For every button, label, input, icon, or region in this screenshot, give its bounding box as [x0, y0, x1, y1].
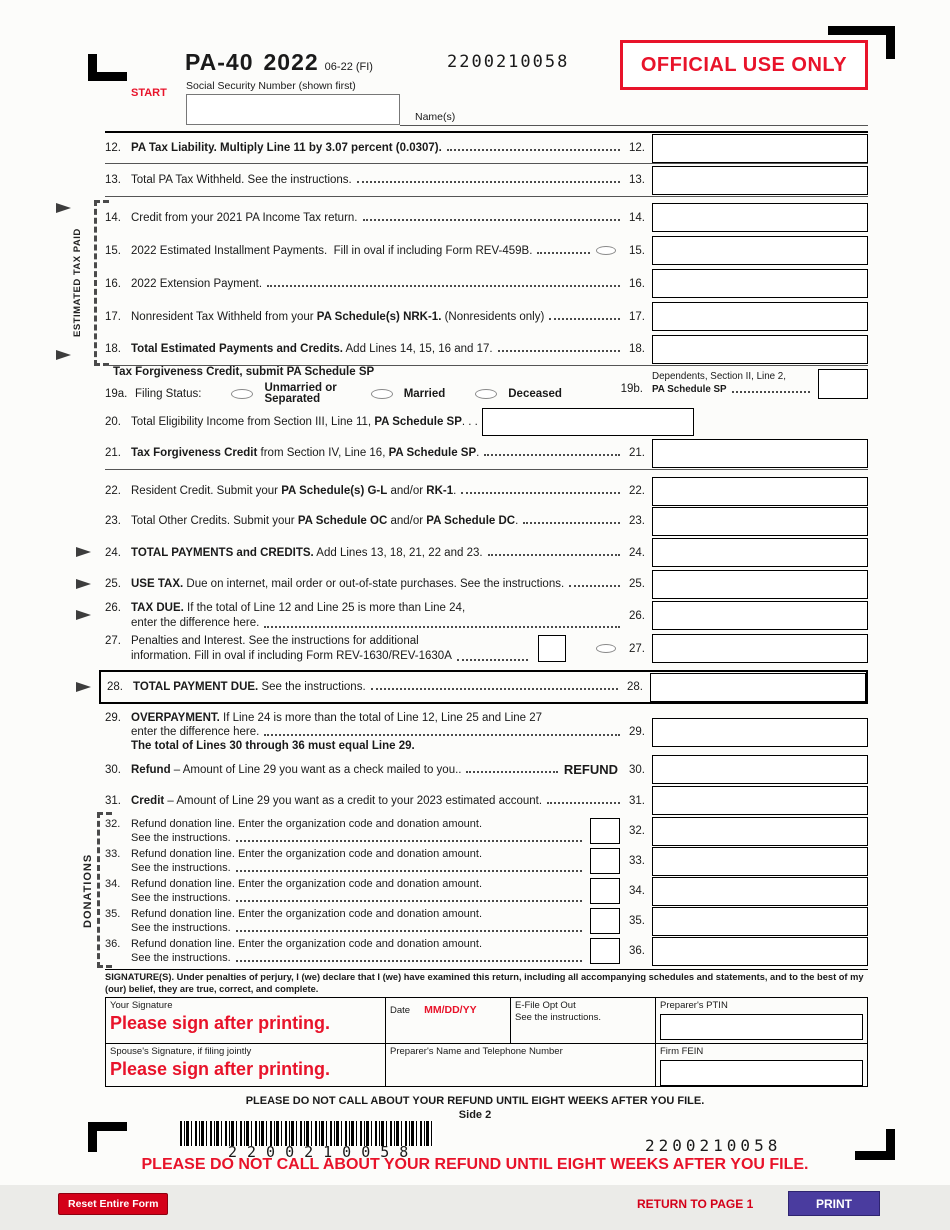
line-22-label-bold-2: RK-1 [426, 485, 454, 497]
side-label: Side 2 [458, 1109, 492, 1121]
line-28-amount-box[interactable] [650, 673, 866, 702]
line-13-amount-box[interactable] [652, 166, 868, 195]
line-33-row [105, 846, 868, 876]
signature-section [105, 969, 868, 1087]
line-17-label-2: (Nonresidents only) [441, 310, 545, 323]
line-15-desc [105, 245, 594, 257]
line-29-label: If Line 24 is more than the total of Line 12, Line 25 and Line 27 [219, 712, 543, 724]
spouse-signature-cell[interactable] [106, 1044, 386, 1086]
line-12-desc [105, 142, 624, 154]
line-30-number: 30. [105, 763, 121, 776]
line-20-dots: . . . [461, 416, 478, 428]
line-16-ref: 16. [629, 277, 645, 290]
line-32-ref: 32. [629, 825, 645, 837]
line-14-ref: 14. [629, 211, 645, 224]
line-22-label-2: and/or [387, 485, 427, 497]
line-21-amount-box[interactable] [652, 439, 868, 468]
dotted-leader [484, 454, 620, 456]
line-21-label-bold: Tax Forgiveness Credit [131, 447, 258, 459]
donations-section-label: DONATIONS [82, 853, 94, 928]
preparer-ptin-cell [656, 998, 867, 1044]
line-24-label: Add Lines 13, 18, 21, 22 and 23. [313, 546, 483, 559]
date-format: MM/DD/YY [424, 1004, 477, 1016]
dependents-text: Dependents, Section II, Line 2, PA Schedule SP [652, 369, 818, 396]
line-16-number: 16. [105, 277, 121, 290]
line-23-row [105, 506, 868, 536]
line-26-desc [105, 601, 624, 631]
form-name: PA-40 [185, 49, 254, 75]
section-arrow-icon [76, 682, 91, 692]
tax-forgiveness-block [105, 366, 868, 437]
return-to-page-1-link[interactable]: RETURN TO PAGE 1 [637, 1197, 754, 1211]
line-22-label-bold: PA Schedule(s) G-L [281, 485, 388, 497]
line-22-row [105, 476, 868, 506]
line-12-ref: 12. [629, 142, 645, 154]
line-23-label-bold-2: PA Schedule DC [426, 515, 516, 527]
rev-459b-oval[interactable] [596, 246, 616, 255]
line-24-number: 24. [105, 546, 121, 559]
line-24-amount-box[interactable] [652, 538, 868, 567]
efile-opt-out-cell[interactable] [511, 998, 656, 1044]
barcode-number-right: 2200210058 [645, 1136, 782, 1155]
section-arrow-icon [76, 547, 91, 557]
line-20-desc [105, 416, 478, 428]
line-28-label-bold: TOTAL PAYMENT DUE. [133, 681, 259, 693]
line-31-row [105, 785, 868, 816]
line-29-label-2: enter the difference here. [131, 726, 260, 738]
line-22-ref: 22. [629, 485, 645, 497]
line-34-desc: 34. Refund donation line. Enter the organization code and donation amount. See the instructions. [105, 877, 586, 905]
no-call-notice: PLEASE DO NOT CALL ABOUT YOUR REFUND UNTIL EIGHT WEEKS AFTER YOU FILE. [245, 1095, 705, 1107]
line-32-row [105, 816, 868, 846]
preparer-name-cell[interactable] [386, 1044, 656, 1086]
line-33-amount-box[interactable] [652, 847, 868, 876]
filing-status-label: Filing Status: [135, 388, 202, 400]
form-title [185, 49, 373, 76]
line-17-amount-box[interactable] [652, 302, 868, 331]
dotted-leader [466, 771, 557, 773]
line-13-desc [105, 174, 624, 186]
line-22-amount-box[interactable] [652, 477, 868, 506]
line-29-number: 29. [105, 712, 121, 724]
line-27-label: Penalties and Interest. See the instructions for additional [131, 634, 419, 647]
line-28-row [99, 670, 868, 704]
line-18-ref: 18. [629, 343, 645, 355]
official-use-only-label: OFFICIAL USE ONLY [640, 53, 848, 76]
dotted-leader [549, 318, 620, 320]
line-21-label-2: . [476, 447, 480, 459]
line-14-desc [105, 212, 624, 224]
line-24-desc [105, 547, 624, 559]
dotted-leader [363, 219, 621, 221]
dependents-panel [652, 369, 868, 399]
line-12-label: PA Tax Liability. Multiply Line 11 by 3.07 percent (0.0307). [131, 142, 442, 154]
line-12-row [105, 131, 868, 164]
dotted-leader [371, 688, 618, 690]
line-23-amount-box[interactable] [652, 507, 868, 536]
line-34-amount-box[interactable] [652, 877, 868, 906]
line-30-label-bold: Refund [131, 763, 171, 776]
your-signature-cell[interactable] [106, 998, 386, 1044]
sign-after-printing-notice: Please sign after printing. [110, 1013, 331, 1033]
line-24-label-bold: TOTAL PAYMENTS and CREDITS. [131, 546, 314, 559]
line-29-row [105, 710, 868, 754]
line-17-label: Nonresident Tax Withheld from your [131, 310, 317, 323]
line-35-amount-box[interactable] [652, 907, 868, 936]
line-32-amount-box[interactable] [652, 817, 868, 846]
registration-mark-bottom-left [88, 1122, 127, 1152]
deceased-oval[interactable] [475, 389, 497, 399]
section-arrow-icon [76, 610, 91, 620]
line-23-label-2: and/or [387, 515, 427, 527]
line-36-code-box[interactable] [590, 938, 620, 964]
line-25-ref: 25. [629, 578, 645, 590]
line-26-ref: 26. [629, 609, 645, 622]
line-19a-number: 19a. [105, 388, 128, 400]
line-25-number: 25. [105, 578, 121, 590]
firm-fein-label: Firm FEIN [660, 1046, 704, 1057]
line-19b-number: 19b. [620, 383, 643, 395]
line-35-desc: 35. Refund donation line. Enter the organization code and donation amount. See the instructions. [105, 907, 586, 935]
dotted-leader [498, 350, 620, 352]
efile-opt-out-label: E-File Opt Out [515, 1000, 576, 1011]
line-18-label-bold: Total Estimated Payments and Credits. [131, 343, 343, 355]
signature-table [105, 997, 868, 1087]
dotted-leader [457, 659, 528, 661]
line-21-row [105, 437, 868, 470]
form-revision: 06-22 (FI) [324, 61, 373, 73]
line-27-row [105, 632, 868, 665]
line-21-label: from Section IV, Line 16, [257, 447, 389, 459]
line-23-label: Total Other Credits. Submit your [131, 515, 298, 527]
date-cell[interactable] [386, 998, 511, 1044]
line-29-label-bold: OVERPAYMENT. [131, 712, 220, 724]
line-36-desc: 36. Refund donation line. Enter the organization code and donation amount. See the instructions. [105, 937, 586, 965]
line-31-desc [105, 795, 624, 807]
tax-forgiveness-heading: Tax Forgiveness Credit, submit PA Schedule SP [113, 366, 375, 378]
line-35-row [105, 906, 868, 936]
line-36-ref: 36. [629, 945, 645, 957]
print-button[interactable]: PRINT [788, 1191, 880, 1216]
line-32-code-box[interactable] [590, 818, 620, 844]
perjury-statement: SIGNATURE(S). Under penalties of perjury, I (we) declare that I (we) have examined this return, including all accompanying schedules and statements, and to the best of my (our) belief, they are true, correct, and complete. [105, 972, 864, 994]
line-31-label: – Amount of Line 29 you want as a credit to your 2023 estimated account. [164, 794, 543, 807]
line-25-row [105, 569, 868, 599]
line-22-label: Resident Credit. Submit your [131, 485, 282, 497]
line-16-row [105, 267, 868, 300]
line-28-label: See the instructions. [258, 681, 366, 693]
line-17-row [105, 300, 868, 333]
line-13-row [105, 164, 868, 197]
preparer-ptin-input[interactable] [660, 1014, 863, 1040]
line-15-number: 15. [105, 244, 121, 257]
dotted-leader [537, 252, 590, 254]
unmarried-oval[interactable] [231, 389, 253, 399]
form-barcode-number: 2200210058 [447, 52, 570, 72]
line-25-desc [105, 578, 624, 590]
married-oval[interactable] [371, 389, 393, 399]
line-33-desc: 33. Refund donation line. Enter the organization code and donation amount. See the instructions. [105, 847, 586, 875]
line-33-ref: 33. [629, 855, 645, 867]
reset-entire-form-button[interactable]: Reset Entire Form [58, 1193, 168, 1215]
firm-fein-input[interactable] [660, 1060, 863, 1086]
line-22-number: 22. [105, 485, 121, 497]
line-18-number: 18. [105, 343, 121, 355]
rev-1630-oval[interactable] [596, 644, 616, 653]
spouse-signature-label: Spouse's Signature, if filing jointly [110, 1046, 252, 1057]
line-35-code-box[interactable] [590, 908, 620, 934]
line-26-amount-box[interactable] [652, 601, 868, 630]
line-31-ref: 31. [629, 794, 645, 807]
line-18-amount-box[interactable] [652, 335, 868, 364]
line-18-row [105, 333, 868, 366]
line-25-label-bold: USE TAX. [131, 578, 184, 590]
line-30-row [105, 754, 868, 785]
dotted-leader [236, 870, 582, 872]
line-12-amount-box[interactable] [652, 134, 868, 163]
line-17-number: 17. [105, 310, 121, 323]
line-25-amount-box[interactable] [652, 570, 868, 599]
your-signature-label: Your Signature [110, 1000, 173, 1011]
line-29-amount-box[interactable] [652, 718, 868, 747]
line-34-row [105, 876, 868, 906]
line-13-number: 13. [105, 174, 121, 186]
line-28-desc [107, 681, 622, 693]
line-23-ref: 23. [629, 515, 645, 527]
date-label: Date [390, 1005, 411, 1016]
form-body [105, 131, 868, 1087]
line-30-amount-box[interactable] [652, 755, 868, 784]
firm-fein-cell [656, 1044, 867, 1086]
line-20-number: 20. [105, 416, 121, 428]
line-23-number: 23. [105, 515, 121, 527]
ssn-label: Social Security Number (shown first) [186, 80, 356, 92]
dotted-leader [488, 554, 620, 556]
line-16-amount-box[interactable] [652, 269, 868, 298]
line-14-label: Credit from your 2021 PA Income Tax return. [131, 211, 358, 224]
sign-after-printing-notice: Please sign after printing. [110, 1059, 331, 1079]
line-23-label-bold: PA Schedule OC [297, 515, 388, 527]
line-29-ref: 29. [629, 726, 645, 738]
line-20-label: Total Eligibility Income from Section III, Line 11, [131, 416, 375, 428]
line-28-ref: 28. [627, 681, 643, 693]
dotted-leader [236, 960, 582, 962]
dotted-leader [267, 285, 620, 287]
section-arrow-icon [56, 203, 71, 213]
line-24-row [105, 536, 868, 569]
names-input-line[interactable] [400, 125, 868, 126]
registration-mark-top-left [88, 54, 127, 81]
line-33-code-box[interactable] [590, 848, 620, 874]
line-30-ref: 30. [629, 763, 645, 776]
line-17-desc [105, 311, 624, 323]
deceased-label: Deceased [508, 388, 562, 400]
line-20-row [105, 407, 868, 437]
line-15-row [105, 234, 868, 267]
line-31-label-bold: Credit [131, 794, 165, 807]
line-19b-dependents-box[interactable] [818, 369, 868, 399]
line-21-desc [105, 447, 624, 459]
line-31-amount-box[interactable] [652, 786, 868, 815]
dotted-leader [264, 626, 620, 628]
dotted-leader [264, 734, 620, 736]
line-27-ref: 27. [629, 642, 645, 655]
barcode-number-left: 2200210058 [228, 1143, 419, 1161]
section-arrow-icon [76, 579, 91, 589]
line-29-desc [105, 711, 624, 753]
line-23-desc [105, 515, 624, 527]
line-25-label: Due on internet, mail order or out-of-state purchases. See the instructions. [183, 578, 565, 590]
line-28-number: 28. [107, 681, 123, 693]
line-22-label-3: . [453, 485, 457, 497]
line-27-amount-box[interactable] [652, 634, 868, 663]
line-34-code-box[interactable] [590, 878, 620, 904]
form-year: 2022 [263, 49, 319, 75]
line-18-label: Add Lines 14, 15, 16 and 17. [342, 343, 493, 355]
line-20-income-box[interactable] [482, 408, 694, 436]
line-21-label-bold-2: PA Schedule SP [388, 447, 477, 459]
preparer-ptin-label: Preparer's PTIN [660, 1000, 728, 1011]
line-13-label: Total PA Tax Withheld. See the instructions. [131, 174, 352, 186]
line-29-note: The total of Lines 30 through 36 must equal Line 29. [131, 740, 415, 752]
estimated-tax-paid-section-label: ESTIMATED TAX PAID [72, 228, 83, 338]
line-21-number: 21. [105, 447, 121, 459]
line-23-label-3: . [515, 515, 519, 527]
line-17-label-bold: PA Schedule(s) NRK-1. [316, 310, 442, 323]
line-30-label: – Amount of Line 29 you want as a check mailed to you.. [170, 763, 462, 776]
dotted-leader [569, 585, 620, 587]
line-31-number: 31. [105, 794, 121, 807]
start-label: START [131, 87, 167, 99]
line-14-row [105, 201, 868, 234]
married-label: Married [403, 388, 446, 400]
unmarried-label: Unmarried or Separated [264, 382, 337, 405]
dotted-leader [357, 181, 620, 183]
line-15-ref: 15. [629, 244, 645, 257]
line-20-label-bold: PA Schedule SP [374, 416, 462, 428]
dotted-leader [236, 900, 582, 902]
line-14-amount-box[interactable] [652, 203, 868, 232]
line-26-number: 26. [105, 601, 121, 614]
line-34-ref: 34. [629, 885, 645, 897]
line-35-ref: 35. [629, 915, 645, 927]
efile-opt-out-sub: See the instructions. [515, 1012, 602, 1023]
line-36-amount-box[interactable] [652, 937, 868, 966]
line-16-label: 2022 Extension Payment. [131, 277, 263, 290]
dotted-leader [732, 391, 810, 393]
dotted-leader [447, 149, 620, 151]
names-label: Name(s) [415, 111, 456, 123]
dotted-leader [523, 522, 620, 524]
line-26-label: If the total of Line 12 and Line 25 is more than Line 24, [183, 601, 466, 614]
refund-warning: PLEASE DO NOT CALL ABOUT YOUR REFUND UNTIL EIGHT WEEKS AFTER YOU FILE. [141, 1156, 809, 1173]
line-22-desc [105, 485, 624, 497]
line-30-desc [105, 764, 562, 776]
line-15-amount-box[interactable] [652, 236, 868, 265]
line-26-label-2: enter the difference here. [131, 616, 260, 629]
line-27-label-2: information. Fill in oval if including Form REV-1630/REV-1630A [131, 649, 452, 662]
line-27-number: 27. [105, 634, 121, 647]
line-16-desc [105, 278, 624, 290]
line-21-ref: 21. [629, 447, 645, 459]
dotted-leader [461, 492, 620, 494]
line-14-number: 14. [105, 211, 121, 224]
dotted-leader [236, 930, 582, 932]
line-26-row [105, 599, 868, 632]
line-26-label-bold: TAX DUE. [131, 601, 184, 614]
official-use-only-box [620, 40, 868, 90]
line-32-desc: 32. Refund donation line. Enter the organization code and donation amount. See the instructions. [105, 817, 586, 845]
ssn-input[interactable] [186, 94, 400, 125]
line-15-label: 2022 Estimated Installment Payments. Fill in oval if including Form REV-459B. [131, 244, 533, 257]
line-27-code-box[interactable] [538, 635, 566, 662]
refund-label: REFUND [563, 761, 618, 777]
preparer-name-label: Preparer's Name and Telephone Number [390, 1046, 563, 1057]
dotted-leader [547, 802, 620, 804]
section-arrow-icon [56, 350, 71, 360]
dotted-leader [236, 840, 582, 842]
line-12-number: 12. [105, 142, 121, 154]
line-27-desc [105, 634, 532, 664]
line-36-row [105, 936, 868, 966]
line-17-ref: 17. [629, 310, 645, 323]
line-13-ref: 13. [629, 174, 645, 186]
line-24-ref: 24. [629, 546, 645, 559]
line-18-desc [105, 343, 624, 355]
